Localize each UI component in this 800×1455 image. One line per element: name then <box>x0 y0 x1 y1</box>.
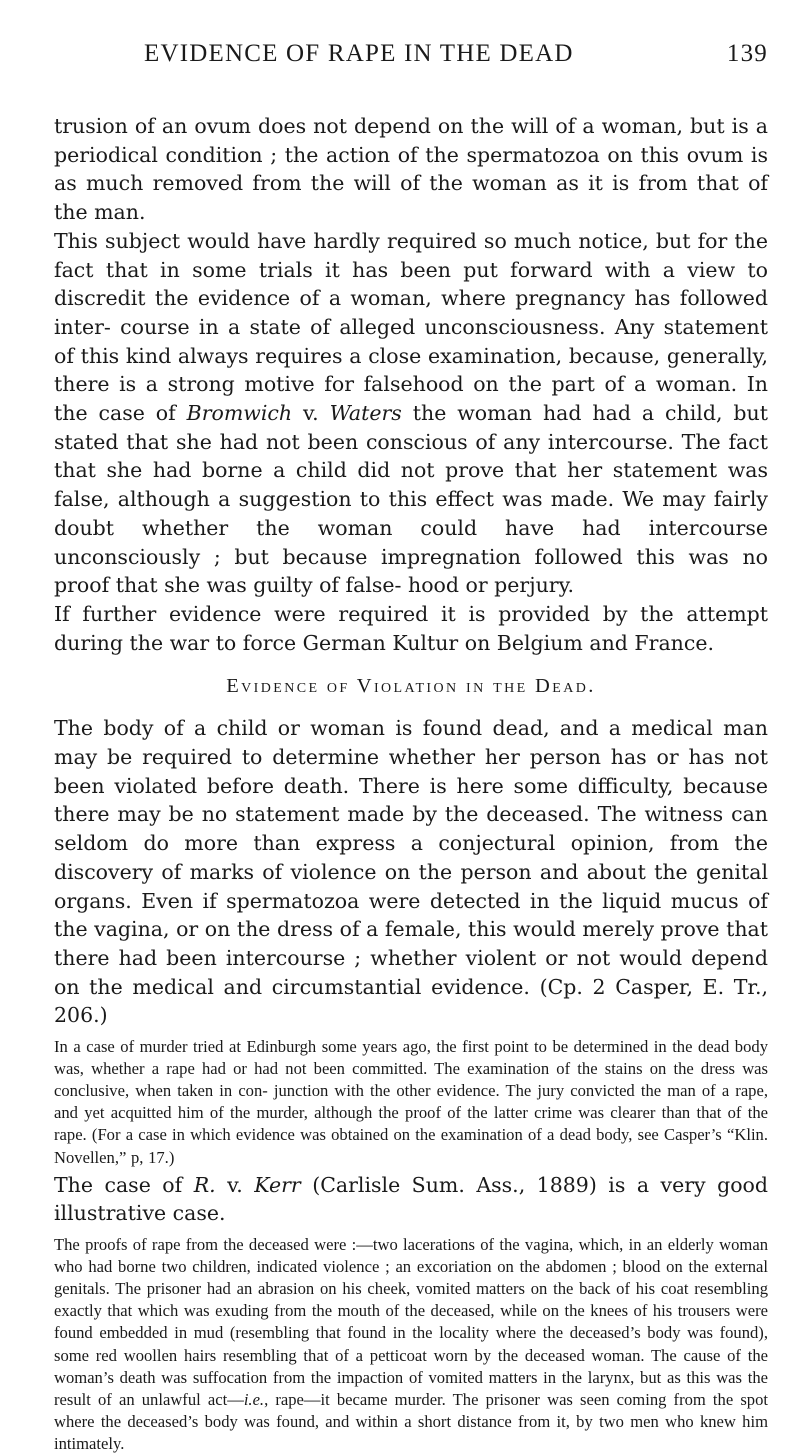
paragraph-text: This subject would have hardly required so much notice, but for the fact that in some trials it has been put forward with a view to discredit the evidence of a woman, where pregnancy has followed inter- course in a state of alleged unconsciousness. Any statement of this kind always requires a close examination, because, generally, there is a strong motive for falsehood on the part of a woman. In the case of <box>54 228 768 426</box>
paragraph-text: The case of <box>54 1172 194 1197</box>
paragraph-bromwich-case <box>54 227 768 600</box>
paragraph-text: The proofs of rape from the deceased were :—two lacerations of the vagina, which, in an elderly woman who had borne two children, indicated violence ; an excoriation on the abdomen ; blood on the external genitals. The prisoner had an abrasion on his cheek, vomited matters on the back of his coat resembling exactly that which was exuding from the mouth of the deceased, while on the knees of his trousers were found embedded in mud (resembling that found in the locality where the deceased’s body was found), some red woollen hairs resembling that of a petticoat worn by the deceased woman. The cause of the woman’s death was suffocation from the impaction of vomited matters in the larynx, but as this was the result of an unlawful act— <box>54 1235 768 1409</box>
abbreviation-italic: i.e. <box>243 1389 265 1409</box>
running-head <box>56 40 768 76</box>
page-number: 139 <box>726 40 768 67</box>
versus-text: v. <box>292 401 330 426</box>
paragraph-german-kultur: If further evidence were required it is provided by the attempt during the war to force German Kultur on Belgium and France. <box>54 601 768 655</box>
case-name-italic: Bromwich <box>186 401 293 426</box>
versus-text: v. <box>215 1172 255 1197</box>
case-name-italic: Waters <box>329 401 402 426</box>
case-name-italic: R. <box>193 1172 216 1197</box>
case-name-italic: Kerr <box>254 1172 301 1197</box>
paragraph-kerr-case <box>54 1171 768 1228</box>
paragraph-text: , rape—it became murder. The prisoner was seen coming from the spot where the deceased’s body was found, and within a short distance from it, by two men who knew him intimately. <box>54 1389 769 1453</box>
paragraph-violation-in-dead: The body of a child or woman is found dead, and a medical man may be required to determine whether her person has or has not been violated before death. There is here some difficulty, because there may be no statement made by the deceased. The witness can seldom do more than express a conjectural opinion, from the discovery of marks of violence on the person and about the genital organs. Even if spermatozoa were detected in the liquid mucus of the vagina, or on the dress of a female, this would merely prove that there had been intercourse ; whether violent or not would depend on the medical and circumstantial evidence. (Cp. 2 Casper, E. Tr., 206.) <box>54 716 768 1028</box>
paragraph-edinburgh-case: In a case of murder tried at Edinburgh some years ago, the first point to be determined in the dead body was, whether a rape had or had not been committed. The examination of the stains on the dress was conclusive, when taken in con- junction with the other evidence. The jury convicted the man of a rape, and yet acquitted him of the murder, although the proof of the latter crime was clearer than that of the rape. (For a case in which evidence was obtained on the examination of a dead body, see Casper’s “Klin. Novellen,” p, 17.) <box>54 1037 768 1167</box>
body-text <box>54 112 768 1455</box>
section-heading: Evidence of Violation in the Dead. <box>226 675 596 698</box>
paragraph-text: (Carlisle Sum. Ass., 1889) is a very good illustrative case. <box>54 1172 769 1226</box>
running-head-title: EVIDENCE OF RAPE IN THE DEAD <box>144 40 574 67</box>
paragraph-text: the woman had had a child, but stated that she had not been conscious of any intercourse. The fact that she had borne a child did not prove that her statement was false, although a suggestion to this effect was made. We may fairly doubt whether the woman could have had intercourse unconsciously ; but because impregnation followed this was no proof that she was guilty of false- hood or perjury. <box>54 401 768 598</box>
paragraph-proofs-of-rape <box>54 1234 768 1455</box>
paragraph-continuation: trusion of an ovum does not depend on the will of a woman, but is a periodical condition ; the action of the spermatozoa on this ovum is as much removed from the will of the woman as it is from that of the man. <box>54 114 768 225</box>
